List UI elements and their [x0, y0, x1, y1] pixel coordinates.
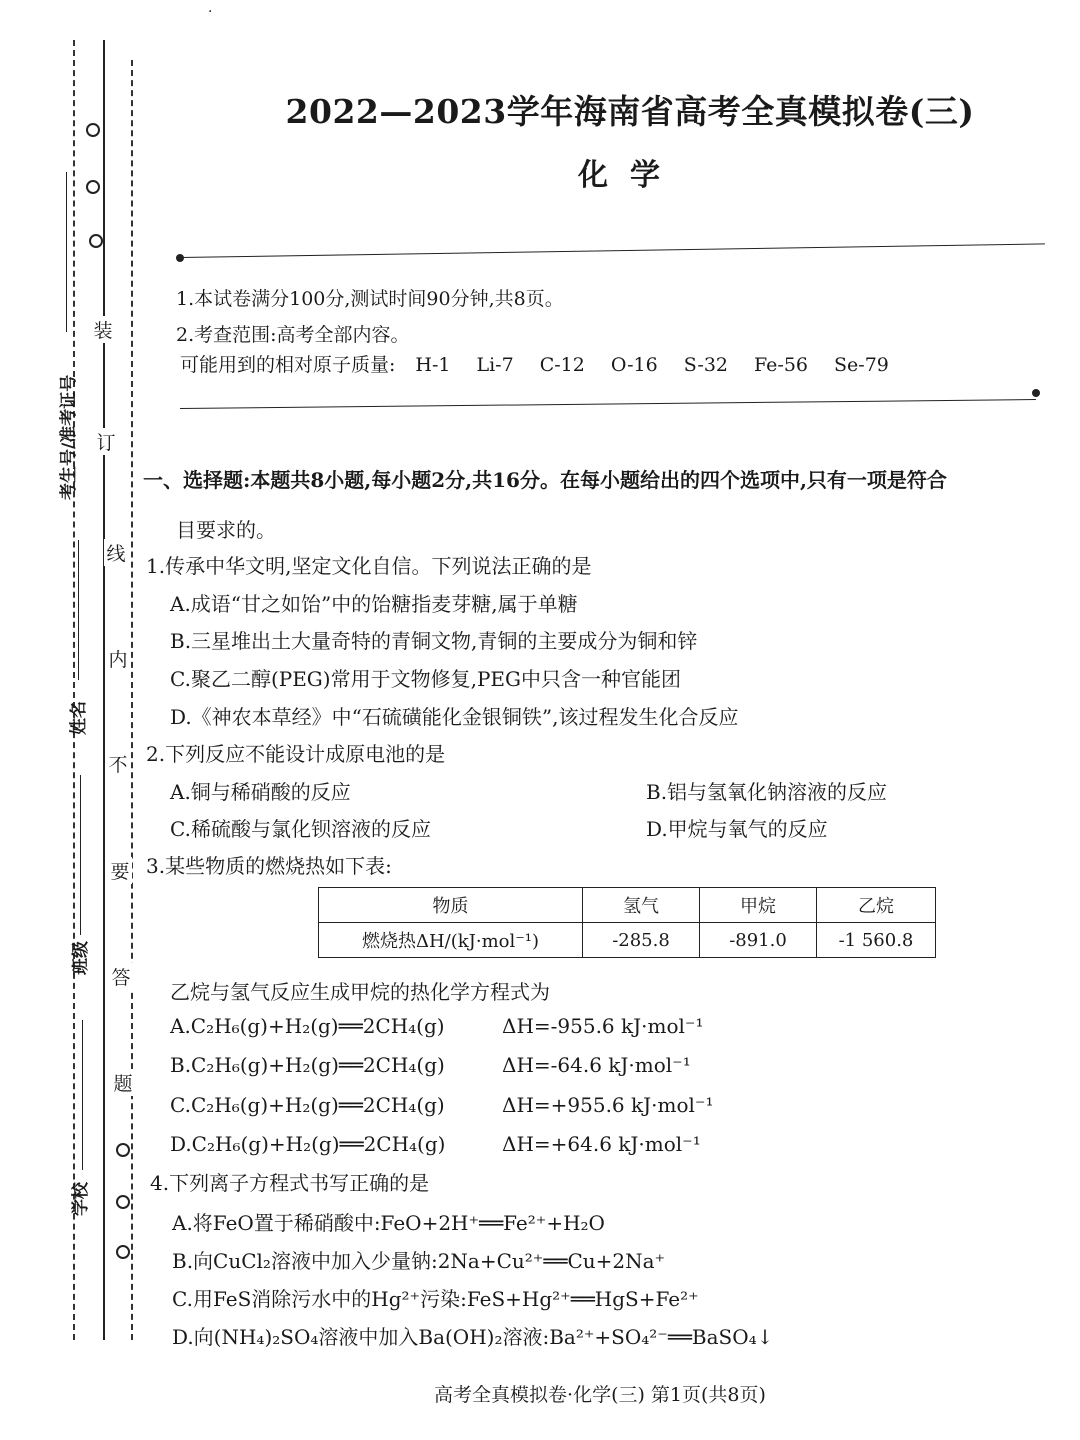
- q1-option-d: D.《神农本草经》中“石硫磺能化金银铜铁”,该过程发生化合反应: [170, 705, 739, 729]
- q4-option-a: A.将FeO置于稀硝酸中:FeO+2H⁺══Fe²⁺+H₂O: [172, 1211, 605, 1235]
- q2-option-d: D.甲烷与氧气的反应: [646, 817, 828, 841]
- table-cell: -1 560.8: [817, 923, 936, 958]
- q2-option-b: B.铝与氢氧化钠溶液的反应: [646, 780, 888, 804]
- binding-dashed-line-inner: [131, 60, 133, 1340]
- q3-option-d-enthalpy: ΔH=+64.6 kJ·mol⁻¹: [502, 1132, 701, 1156]
- binding-char: 装: [91, 316, 115, 343]
- page-footer: 高考全真模拟卷·化学(三) 第1页(共8页): [434, 1384, 766, 1406]
- question-4-stem: 4.下列离子方程式书写正确的是: [150, 1171, 430, 1195]
- top-rule: [180, 243, 1045, 258]
- bottom-rule: [180, 399, 1036, 409]
- rule-dot: [1032, 389, 1040, 397]
- school-write-line[interactable]: [82, 1020, 83, 1170]
- q1-option-c: C.聚乙二醇(PEG)常用于文物修复,PEG中只含一种官能团: [170, 667, 681, 691]
- combustion-heat-table: [318, 887, 936, 958]
- note-line: 2.考查范围:高考全部内容。: [176, 324, 410, 346]
- table-header: 氢气: [583, 888, 700, 923]
- binding-solid-line: [103, 40, 105, 1340]
- table-header: 甲烷: [700, 888, 817, 923]
- binding-hole: [89, 234, 103, 248]
- q2-option-a: A.铜与稀硝酸的反应: [170, 780, 351, 804]
- question-2-stem: 2.下列反应不能设计成原电池的是: [146, 742, 446, 766]
- atomic-mass: Fe-56: [754, 354, 809, 376]
- note-line: 1.本试卷满分100分,测试时间90分钟,共8页。: [176, 288, 564, 310]
- masses-label: 可能用到的相对原子质量:: [180, 354, 396, 376]
- binding-hole: [86, 123, 100, 137]
- student-id-label: 考生号/准考证号: [59, 374, 79, 500]
- q3-option-b-enthalpy: ΔH=-64.6 kJ·mol⁻¹: [502, 1053, 691, 1077]
- section-heading-cont: 目要求的。: [176, 518, 276, 542]
- table-header: 物质: [319, 888, 583, 923]
- atomic-mass: Se-79: [834, 354, 889, 376]
- binding-hole: [116, 1195, 130, 1209]
- q4-option-c: C.用FeS消除污水中的Hg²⁺污染:FeS+Hg²⁺══HgS+Fe²⁺: [172, 1287, 699, 1311]
- q3-option-c-equation: C.C₂H₆(g)+H₂(g)══2CH₄(g): [170, 1093, 445, 1117]
- q2-option-c: C.稀硫酸与氯化钡溶液的反应: [170, 817, 431, 841]
- binding-dashed-line-outer: [73, 40, 75, 1340]
- binding-char: 答: [109, 963, 133, 990]
- binding-char: 订: [94, 428, 118, 455]
- q3-prompt: 乙烷与氢气反应生成甲烷的热化学方程式为: [170, 980, 550, 1004]
- q1-option-b: B.三星堆出土大量奇特的青铜文物,青铜的主要成分为铜和锌: [170, 629, 698, 653]
- class-label: 班级: [71, 941, 91, 975]
- q1-option-a: A.成语“甘之如饴”中的饴糖指麦芽糖,属于单糖: [170, 592, 578, 616]
- question-3-stem: 3.某些物质的燃烧热如下表:: [146, 854, 392, 878]
- binding-hole: [116, 1143, 130, 1157]
- atomic-mass: Li-7: [476, 354, 514, 376]
- student-id-write-line[interactable]: [66, 172, 67, 332]
- q3-option-c-enthalpy: ΔH=+955.6 kJ·mol⁻¹: [502, 1093, 714, 1117]
- binding-char: 题: [111, 1069, 135, 1096]
- q3-option-b-equation: B.C₂H₆(g)+H₂(g)══2CH₄(g): [170, 1053, 445, 1077]
- q3-option-d-equation: D.C₂H₆(g)+H₂(g)══2CH₄(g): [170, 1132, 446, 1156]
- table-row-label: 燃烧热ΔH/(kJ·mol⁻¹): [319, 923, 583, 958]
- table-cell: -891.0: [700, 923, 817, 958]
- atomic-mass: C-12: [539, 354, 585, 376]
- atomic-mass: H-1: [415, 354, 451, 376]
- atomic-mass: S-32: [683, 354, 729, 376]
- table-row: [319, 923, 936, 958]
- q3-option-a-equation: A.C₂H₆(g)+H₂(g)══2CH₄(g): [170, 1014, 445, 1038]
- exam-title: 2022—2023学年海南省高考全真模拟卷(三): [285, 92, 975, 131]
- class-write-line[interactable]: [80, 775, 81, 935]
- subject-title: 化学: [578, 158, 682, 193]
- q4-option-d: D.向(NH₄)₂SO₄溶液中加入Ba(OH)₂溶液:Ba²⁺+SO₄²⁻══BaSO₄↓: [172, 1325, 774, 1349]
- q3-option-a-enthalpy: ΔH=-955.6 kJ·mol⁻¹: [502, 1014, 704, 1038]
- table-header: 乙烷: [817, 888, 936, 923]
- table-header-row: [319, 888, 936, 923]
- binding-char: 不: [106, 750, 130, 777]
- scan-mark: ·: [208, 4, 213, 20]
- atomic-masses: [180, 350, 889, 377]
- name-write-line[interactable]: [78, 540, 79, 680]
- binding-hole: [116, 1245, 130, 1259]
- school-label: 学校: [71, 1182, 91, 1216]
- atomic-mass: O-16: [610, 354, 658, 376]
- question-1-stem: 1.传承中华文明,坚定文化自信。下列说法正确的是: [146, 554, 592, 578]
- q4-option-b: B.向CuCl₂溶液中加入少量钠:2Na+Cu²⁺══Cu+2Na⁺: [172, 1249, 666, 1273]
- binding-hole: [86, 180, 100, 194]
- section-heading: 一、选择题:本题共8小题,每小题2分,共16分。在每小题给出的四个选项中,只有一项是符合: [143, 468, 947, 492]
- table-cell: -285.8: [583, 923, 700, 958]
- binding-char: 内: [106, 645, 130, 672]
- binding-char: 要: [108, 857, 132, 884]
- name-label: 姓名: [69, 701, 89, 735]
- binding-char: 线: [104, 539, 128, 566]
